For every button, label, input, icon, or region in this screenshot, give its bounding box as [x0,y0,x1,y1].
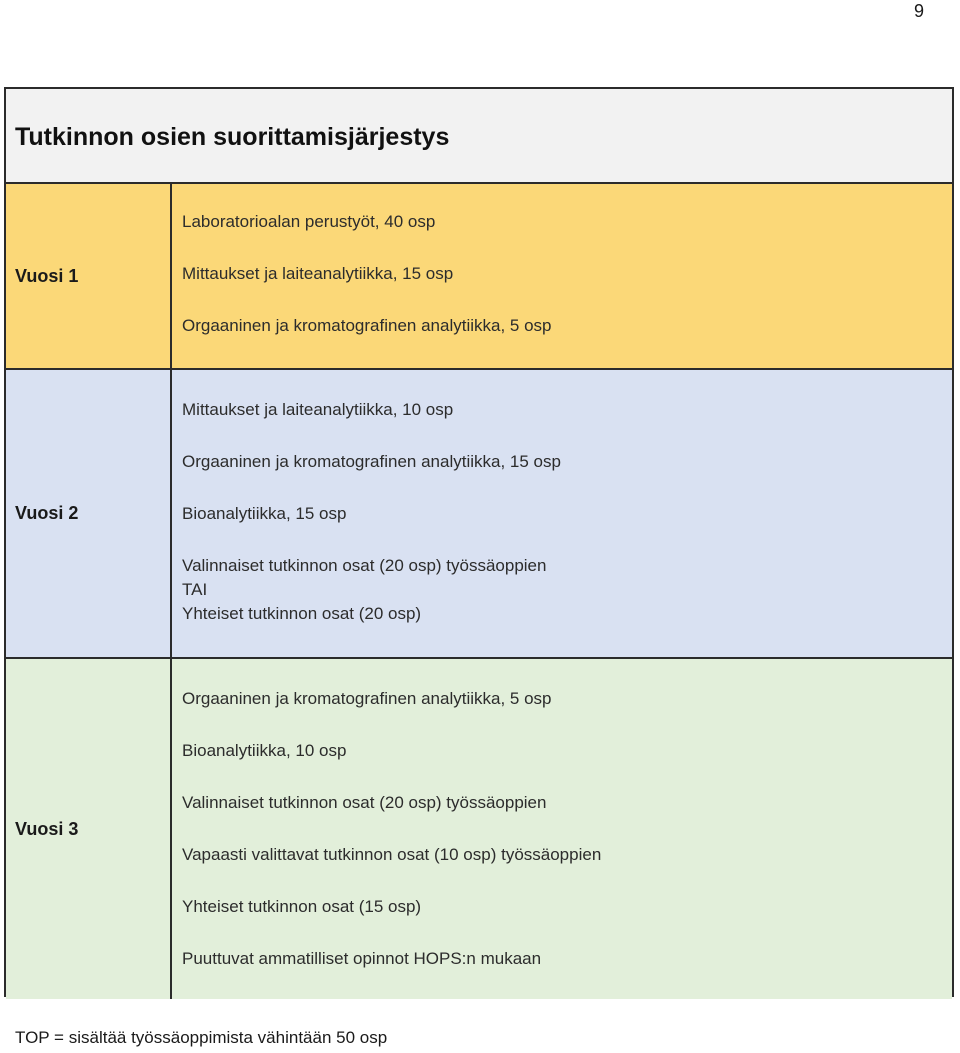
list-item: Valinnaiset tutkinnon osat (20 osp) työssäoppien [182,793,547,812]
list-item-or: TAI [182,580,208,599]
footnote: TOP = sisältää työssäoppimista vähintään 50 osp [15,1028,388,1047]
table-title: Tutkinnon osien suorittamisjärjestys [6,89,952,184]
list-item: Orgaaninen ja kromatografinen analytiikka, 5 osp [182,689,552,708]
page-number: 9 [913,1,924,21]
list-item: Yhteiset tutkinnon osat (20 osp) [182,604,422,623]
year-3-label: Vuosi 3 [6,659,172,999]
list-item: Bioanalytiikka, 10 osp [182,741,347,760]
list-item: Orgaaninen ja kromatografinen analytiikka, 15 osp [182,452,561,471]
year-1-content [172,184,952,370]
list-item: Valinnaiset tutkinnon osat (20 osp) työssäoppien [182,556,547,575]
list-item: Mittaukset ja laiteanalytiikka, 15 osp [182,264,454,283]
list-item: Laboratorioalan perustyöt, 40 osp [182,212,436,231]
list-item: Yhteiset tutkinnon osat (15 osp) [182,897,422,916]
list-item: Puuttuvat ammatilliset opinnot HOPS:n mukaan [182,949,542,968]
study-schedule-table [4,87,954,997]
year-1-label: Vuosi 1 [6,184,172,370]
list-item: Vapaasti valittavat tutkinnon osat (10 osp) työssäoppien [182,845,602,864]
list-item: Bioanalytiikka, 15 osp [182,504,347,523]
list-item: Mittaukset ja laiteanalytiikka, 10 osp [182,400,454,419]
year-2-content [172,370,952,659]
year-3-content [172,659,952,999]
year-2-label: Vuosi 2 [6,370,172,659]
list-item: Orgaaninen ja kromatografinen analytiikka, 5 osp [182,316,552,335]
